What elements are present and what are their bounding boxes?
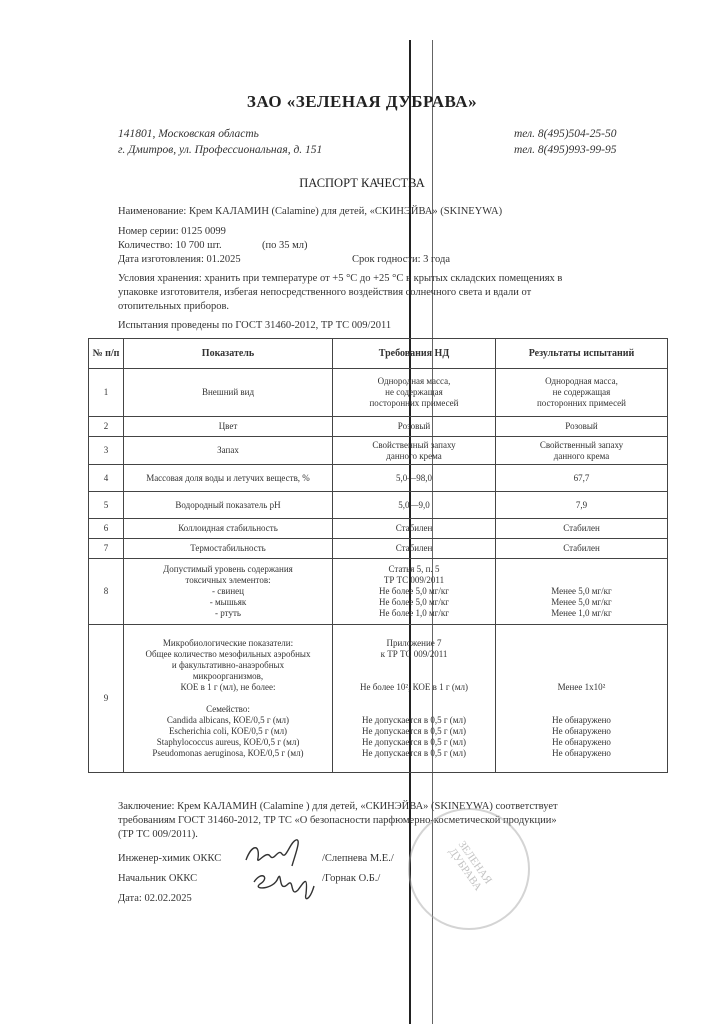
- product-name: Наименование: Крем КАЛАМИН (Calamine) для детей, «СКИНЭЙВА» (SKINEYWA): [118, 206, 503, 217]
- company-name: ЗАО «ЗЕЛЕНАЯ ДУБРАВА»: [246, 92, 478, 111]
- col-header-number: № п/п: [89, 339, 124, 369]
- row-parameter: Запах: [124, 437, 333, 465]
- address-line-2: г. Дмитров, ул. Профессиональная, д. 151: [118, 144, 323, 156]
- row-requirement: Однородная масса, не содержащая посторонних примесей: [333, 369, 496, 417]
- row-result: 67,7: [496, 465, 668, 492]
- conclusion-line-2: требованиям ГОСТ 31460-2012, ТР ТС «О безопасности парфюмерно-косметической продукции»: [118, 815, 557, 826]
- row-requirement: Стабилен: [333, 539, 496, 559]
- manufacture-date: Дата изготовления: 01.2025: [118, 254, 241, 265]
- row-result: Розовый: [496, 417, 668, 437]
- signature-name-2: /Горнак О.Б./: [322, 873, 381, 884]
- row-number: 1: [89, 369, 124, 417]
- row-parameter: Внешний вид: [124, 369, 333, 417]
- row-parameter: Водородный показатель pH: [124, 492, 333, 519]
- company-stamp: [408, 808, 530, 930]
- conclusion-line-1: Заключение: Крем КАЛАМИН (Calamine ) для детей, «СКИНЭЙВА» (SKINEYWA) соответствует: [118, 801, 558, 812]
- row-requirement: Свойственный запаху данного крема: [333, 437, 496, 465]
- row-number: 9: [89, 625, 124, 773]
- quantity-note: (по 35 мл): [262, 240, 308, 251]
- phone-1: тел. 8(495)504-25-50: [514, 128, 617, 140]
- phone-2: тел. 8(495)993-99-95: [514, 144, 617, 156]
- row-parameter: Массовая доля воды и летучих веществ, %: [124, 465, 333, 492]
- row-result: Менее 5,0 мг/кг Менее 5,0 мг/кг Менее 1,0 мг/кг: [496, 559, 668, 625]
- quality-table: [88, 338, 668, 773]
- table-row: [89, 437, 668, 465]
- row-parameter: Коллоидная стабильность: [124, 519, 333, 539]
- document-title: ПАСПОРТ КАЧЕСТВА: [299, 176, 425, 190]
- table-row: [89, 519, 668, 539]
- document-date: Дата: 02.02.2025: [118, 893, 192, 904]
- row-requirement: Приложение 7 к ТР ТС 009/2011 Не более 10², КОЕ в 1 г (мл) Не допускается в 0,5 г (мл) Не допускается в 0,5 г (мл) Не допускается в 0,5 г (мл) Не допускается в 0,5 г (мл): [333, 625, 496, 773]
- col-header-parameter: Показатель: [124, 339, 333, 369]
- row-parameter: Термостабильность: [124, 539, 333, 559]
- row-parameter: Микробиологические показатели: Общее количество мезофильных аэробных и факультативно-анаэробных микроорганизмов, КОЕ в 1 г (мл), не более: Семейство: Candida albicans, КОЕ/0,5 г (мл) Escherichia coli, КОЕ/0,5 г (мл) Staphylococcus aureus, КОЕ/0,5 г (мл) Pseudomonas aeruginosa, КОЕ/0,5 г (мл): [124, 625, 333, 773]
- row-requirement: 5,0—98,0: [333, 465, 496, 492]
- row-number: 8: [89, 559, 124, 625]
- stamp-text: ЗЕЛЕНАЯ ДУБРАВА: [446, 838, 495, 893]
- row-requirement: Статья 5, п. 5 ТР ТС 009/2011 Не более 5,0 мг/кг Не более 5,0 мг/кг Не более 1,0 мг/кг: [333, 559, 496, 625]
- address-line-1: 141801, Московская область: [118, 128, 259, 140]
- row-number: 2: [89, 417, 124, 437]
- signature-role-2: Начальник ОККС: [118, 873, 198, 884]
- signature-name-1: /Слепнева М.Е./: [322, 853, 394, 864]
- row-requirement: Розовый: [333, 417, 496, 437]
- row-requirement: 5,0—9,0: [333, 492, 496, 519]
- conclusion-line-3: (ТР ТС 009/2011).: [118, 829, 198, 840]
- row-result: Стабилен: [496, 519, 668, 539]
- row-number: 6: [89, 519, 124, 539]
- row-number: 4: [89, 465, 124, 492]
- quantity: Количество: 10 700 шт.: [118, 240, 222, 251]
- row-result: 7,9: [496, 492, 668, 519]
- table-row: [89, 492, 668, 519]
- col-header-results: Результаты испытаний: [496, 339, 668, 369]
- table-row: [89, 559, 668, 625]
- tests-standard: Испытания проведены по ГОСТ 31460-2012, ТР ТС 009/2011: [118, 320, 392, 331]
- storage-conditions-3: отопительных приборов.: [118, 301, 230, 312]
- signature-role-1: Инженер-химик ОККС: [118, 853, 222, 864]
- row-result: Однородная масса, не содержащая посторонних примесей: [496, 369, 668, 417]
- table-row: [89, 369, 668, 417]
- table-row: [89, 417, 668, 437]
- serial-number: Номер серии: 0125 0099: [118, 226, 226, 237]
- row-result: Свойственный запаху данного крема: [496, 437, 668, 465]
- table-row: [89, 465, 668, 492]
- signature-2: [248, 864, 318, 904]
- storage-conditions-2: упаковке изготовителя, избегая непосредственного воздействия солнечного света и вдали от: [118, 287, 532, 298]
- row-number: 3: [89, 437, 124, 465]
- row-result: Менее 1х10² Не обнаружено Не обнаружено Не обнаружено Не обнаружено: [496, 625, 668, 773]
- shelf-life: Срок годности: 3 года: [352, 254, 450, 265]
- col-header-requirements: Требования НД: [333, 339, 496, 369]
- row-parameter: Цвет: [124, 417, 333, 437]
- row-number: 7: [89, 539, 124, 559]
- row-requirement: Стабилен: [333, 519, 496, 539]
- table-row: [89, 539, 668, 559]
- table-row: [89, 625, 668, 773]
- row-number: 5: [89, 492, 124, 519]
- row-parameter: Допустимый уровень содержания токсичных элементов: - свинец - мышьяк - ртуть: [124, 559, 333, 625]
- row-result: Стабилен: [496, 539, 668, 559]
- storage-conditions-1: Условия хранения: хранить при температуре от +5 °С до +25 °С в крытых складских помещениях в: [118, 273, 563, 284]
